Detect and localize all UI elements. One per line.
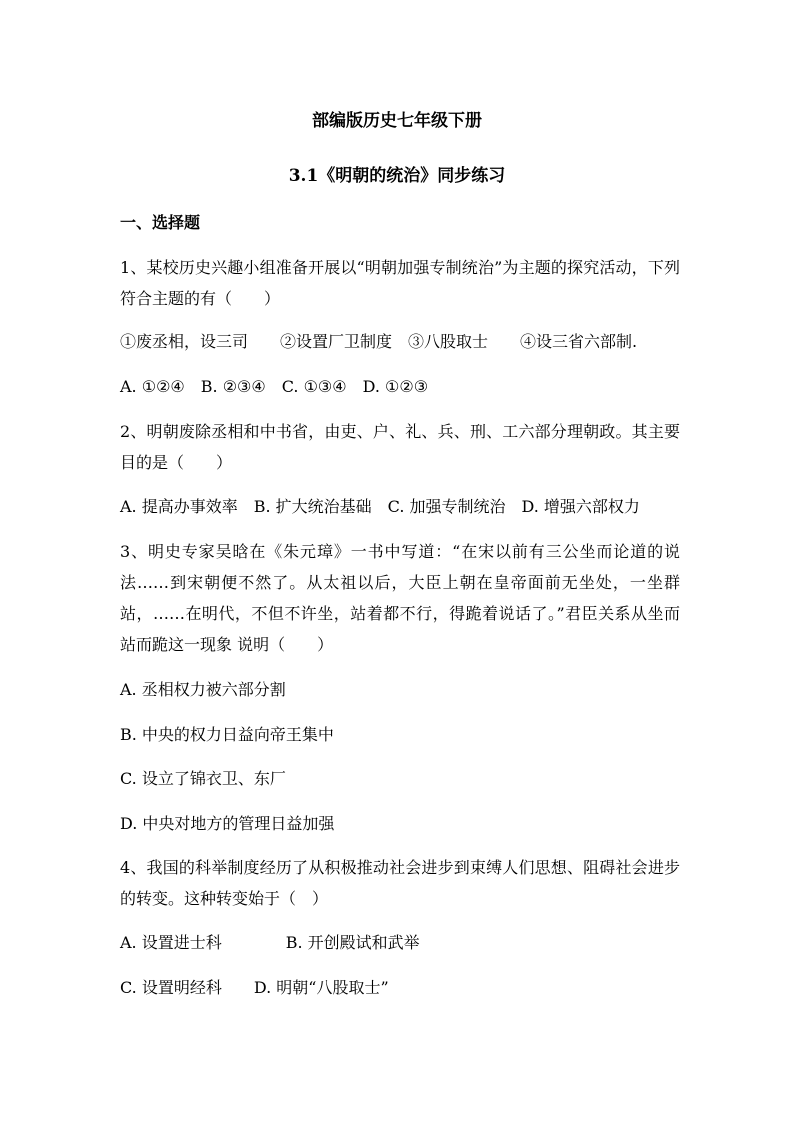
question-4-options-cd: C. 设置明经科 D. 明朝“八股取士” [120,978,389,997]
question-2-options: A. 提高办事效率 B. 扩大统治基础 C. 加强专制统治 D. 增强六部权力 [120,497,640,516]
question-3-option-c: C. 设立了锦衣卫、东厂 [120,769,286,788]
question-3-option-a: A. 丞相权力被六部分割 [120,680,286,699]
document-title: 部编版历史七年级下册 [312,111,482,131]
question-1-options: A. ①②④ B. ②③④ C. ①③④ D. ①②③ [120,377,429,396]
question-3-option-d: D. 中央对地方的管理日益加强 [120,814,335,833]
question-4-options-ab: A. 设置进士科 B. 开创殿试和武举 [120,933,420,952]
section-heading: 一、选择题 [120,213,201,232]
question-2-stem: 2、明朝废除丞相和中书省，由吏、户、礼、兵、刑、工六部分理朝政。其主要目的是（ ） [120,422,680,472]
question-3-stem: 3、明史专家吴晗在《朱元璋》一书中写道：“在宋以前有三公坐而论道的说法……到宋朝便不然了。从太祖以后，大臣上朝在皇帝面前无坐处，一坐群站，……在明代，不但不许坐，站着都不行，得跪着说话了。”君臣关系从坐而站而跪这一现象 说明（ ） [120,542,680,654]
question-1-items: ①废丞相，设三司 ②设置厂卫制度 ③八股取士 ④设三省六部制. [120,332,638,351]
question-4-stem: 4、我国的科举制度经历了从积极推动社会进步到束缚人们思想、阻碍社会进步的转变。这种转变始于（ ） [120,858,680,908]
question-1-stem: 1、某校历史兴趣小组准备开展以“明朝加强专制统治”为主题的探究活动，下列符合主题的有（ ） [120,258,680,308]
document-subtitle: 3.1《明朝的统治》同步练习 [288,166,506,186]
question-3-option-b: B. 中央的权力日益向帝王集中 [120,725,334,744]
